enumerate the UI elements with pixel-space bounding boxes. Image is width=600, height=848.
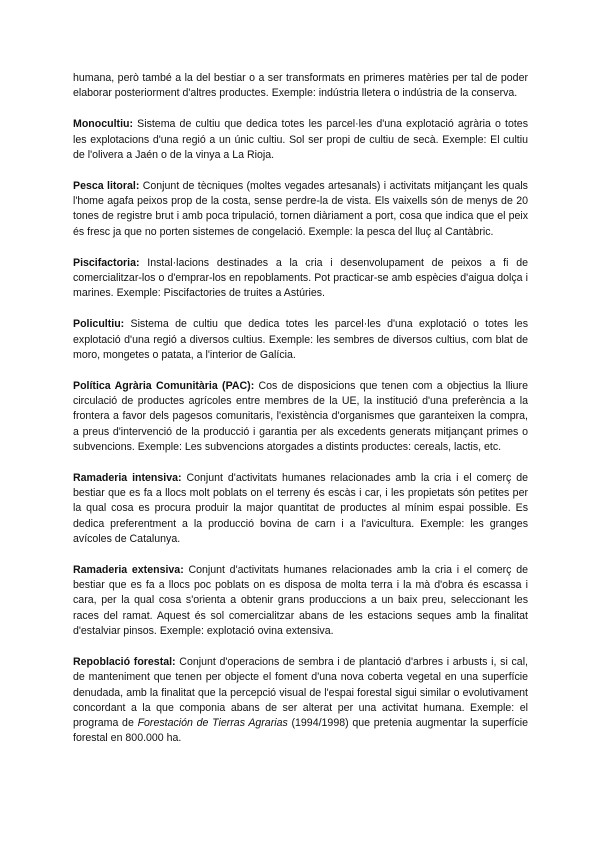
glossary-entry-policultiu	[73, 317, 528, 363]
glossary-entry-ramaderia-extensiva	[73, 563, 528, 639]
glossary-entry-monocultiu	[73, 117, 528, 163]
entry-definition-end: (1994/1998) que pretenia augmentar la superfície forestal en 800.000 ha.	[73, 716, 528, 745]
entry-definition: Sistema de cultiu que dedica totes les parcel·les d'una explotació o totes les explotació d'una regió a diversos cultius. Exemple: les sembres de diversos cultius, com blat de moro, mongetes o patata, a l'interior de Galícia.	[73, 318, 528, 361]
glossary-entry-pac	[73, 379, 528, 455]
entry-term: Repoblació forestal:	[73, 656, 176, 669]
entry-definition: Instal·lacions destinades a la cria i desenvolupament de peixos a fi de comercialitzar-los o d'emprar-los en repoblaments. Pot practicar-se amb espècies d'aigua dolça i marines. Exemple: Piscifactories de truites a Astúries.	[73, 256, 528, 300]
document-page	[73, 71, 528, 762]
entry-term: Piscifactoria:	[73, 256, 140, 269]
entry-definition: Conjunt d'operacions de sembra i de plantació d'arbres i arbusts i, si cal, de manteniment que tenen per objecte el foment d'una nova coberta vegetal en una superfície denudada, amb la finalitat que la percepció visual de l'espai forestal sigui similar o evolutivament concordant a la que componia abans de ser alterat per una activitat humana. Exemple: el programa de	[73, 656, 528, 729]
entry-term: Ramaderia intensiva:	[73, 472, 182, 485]
glossary-entry-piscifactoria	[73, 256, 528, 302]
entry-definition: Sistema de cultiu que dedica totes les parcel·les d'una explotació agrària o totes les explotacions d'una regió a un únic cultiu. Sol ser propi de cultiu de secà. Exemple: El cultiu de l'olivera a Jaén o de la vinya a La Rioja.	[73, 118, 528, 161]
glossary-entry-pesca-litoral	[73, 179, 528, 240]
book-title: Forestación de Tierras Agrarias	[137, 716, 288, 729]
entry-definition: Conjunt d'activitats humanes relacionades amb la cria i el comerç de bestiar que es fa a llocs molt poblats on el terreny és escàs i car, i les propietats són petites per la qual cosa es procura produir la major quantitat de productes al mínim espai possible. Es dedica preferentment a la producció bovina de carn i a l'avicultura. Exemple: les granges avícoles de Catalunya.	[73, 472, 528, 545]
glossary-entry-repoblacio-forestal	[73, 655, 528, 746]
entry-term: Ramaderia extensiva:	[73, 564, 184, 577]
entry-term: Política Agrària Comunitària (PAC):	[73, 380, 255, 393]
intro-paragraph: humana, però també a la del bestiar o a ser transformats en primeres matèries per tal de poder elaborar posteriorment d'altres productes. Exemple: indústria lletera o indústria de la conserva.	[73, 72, 528, 100]
entry-definition: Cos de disposicions que tenen com a objectius la lliure circulació de productes agrícoles entre membres de la UE, la institució d'una preferència a la frontera a favor dels pagesos comunitaris, l'existència d'organismes que garanteixen la compra, a preus d'intervenció de la producció i garantia per als excedents generats mitjançant primes o subvencions. Exemple: Les subvencions atorgades a distints productes: cereals, lactis, etc.	[73, 380, 528, 453]
entry-term: Monocultiu:	[73, 118, 134, 131]
entry-term: Pesca litoral:	[73, 180, 140, 193]
entry-term: Policultiu:	[73, 318, 125, 331]
entry-definition: Conjunt d'activitats humanes relacionades amb la cria i el comerç de bestiar que es fa a llocs poc poblats on es disposa de molta terra i la mà d'obra és escassa i cara, per la qual cosa s'orienta a obtenir grans produccions a un baix preu, seleccionant les races del ramat. Aquest és sol comercialitzar abans de les estacions seques amb la finalitat d'estalviar pinsos. Exemple: explotació ovina extensiva.	[73, 564, 528, 637]
entry-definition: Conjunt de tècniques (moltes vegades artesanals) i activitats mitjançant les quals l'home agafa peixos prop de la costa, sense perdre-la de vista. Els vaixells són de menys de 20 tones de registre brut i amb poca tripulació, tornen diàriament a port, cosa que indica que el peix és fresc ja que no porten sistemes de congelació. Exemple: la pesca del lluç al Cantàbric.	[73, 180, 528, 238]
glossary-entry-ramaderia-intensiva	[73, 471, 528, 547]
